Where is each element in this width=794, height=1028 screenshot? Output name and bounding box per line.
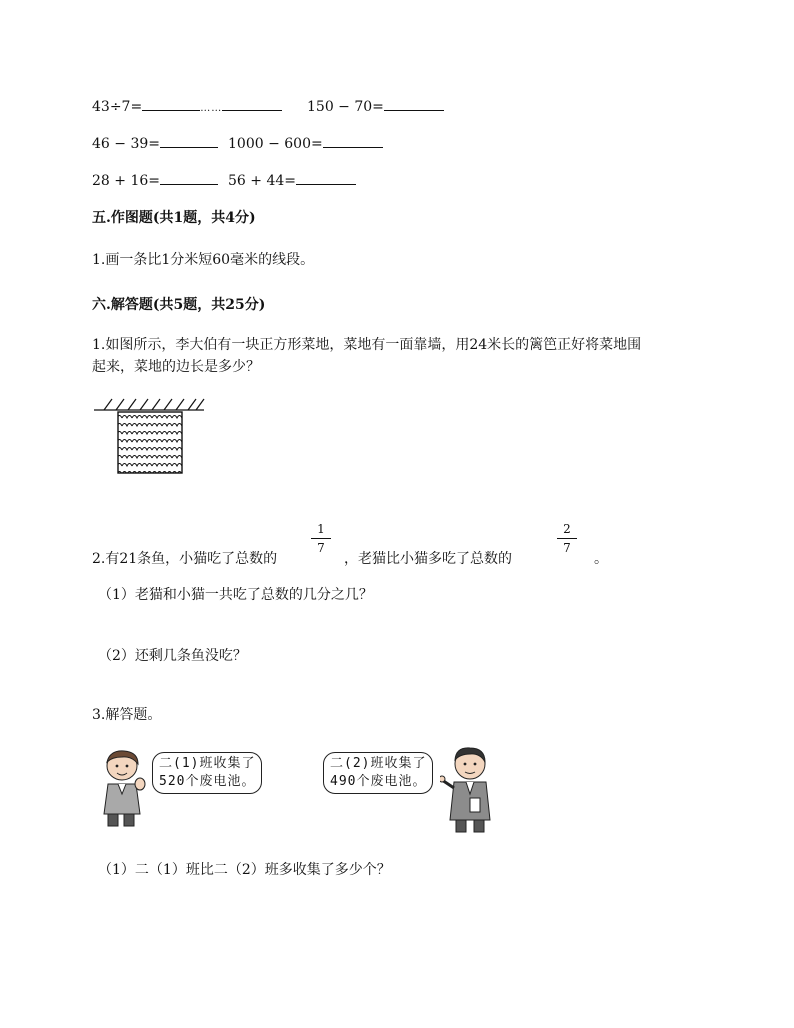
section-6-title: 六.解答题(共5题，共25分) [92,297,266,313]
section-6-q2-sub2: （2）还剩几条鱼没吃？ [98,648,247,664]
arith-row-2 [92,133,218,153]
arith-row-1 [92,96,282,118]
arith-3b: 56 + 44= [228,173,296,189]
arith-2b: 1000 − 600= [228,136,323,152]
section-6-q2-sub1: （1）老猫和小猫一共吃了总数的几分之几？ [98,587,373,603]
fraction-denominator: 7 [563,541,571,555]
answer-blank[interactable] [160,170,218,185]
arith-1a: 43÷7= [92,99,143,115]
garden-wall-figure [92,396,212,478]
remainder-dots: …… [200,103,223,114]
section-6-q2-mid: ，老猫比小猫多吃了总数的 [344,551,512,567]
answer-blank[interactable] [323,133,383,148]
arith-1b: 150 − 70= [307,99,384,115]
section-6-q3-sub1: （1）二（1）班比二（2）班多收集了多少个？ [98,862,391,878]
arith-row-3 [92,170,218,190]
fraction-2-7 [557,522,577,555]
bubble-1-line-1: 二(1)班收集了 [159,756,256,771]
fraction-bar [311,538,331,539]
fraction-denominator: 7 [317,541,325,555]
section-6-q3-title: 3.解答题。 [92,707,162,723]
arith-2a: 46 − 39= [92,136,160,152]
fraction-numerator: 2 [563,522,571,536]
bubble-2-line-2: 490个废电池。 [330,774,427,789]
answer-blank[interactable] [142,96,200,111]
speech-bubble-class-2 [323,752,433,794]
fraction-numerator: 1 [317,522,325,536]
arith-row-1b [307,96,444,116]
answer-blank[interactable] [160,133,218,148]
fraction-bar [557,538,577,539]
section-6-q2-lead: 2.有21条鱼，小猫吃了总数的 [92,551,278,567]
fraction-1-7 [311,522,331,555]
arith-row-3b [228,170,356,190]
bubble-1-line-2: 520个废电池。 [159,774,256,789]
speech-bubble-class-1 [152,752,262,794]
section-5-q1: 1.画一条比1分米短60毫米的线段。 [92,252,315,268]
boy-right-illustration [440,744,500,834]
bubble-2-line-1: 二(2)班收集了 [330,756,427,771]
answer-blank[interactable] [384,96,444,111]
section-6-q1-line2: 起来，菜地的边长是多少？ [92,359,260,375]
arith-3a: 28 + 16= [92,173,160,189]
arith-row-2b [228,133,383,153]
section-6-q1-line1: 1.如图所示，李大伯有一块正方形菜地，菜地有一面靠墙，用24米长的篱笆正好将菜地围 [92,337,642,353]
boy-left-illustration [98,748,150,828]
section-5-title: 五.作图题(共1题，共4分) [92,210,256,226]
answer-blank[interactable] [222,96,282,111]
section-6-q2-end: 。 [594,551,608,567]
answer-blank[interactable] [296,170,356,185]
